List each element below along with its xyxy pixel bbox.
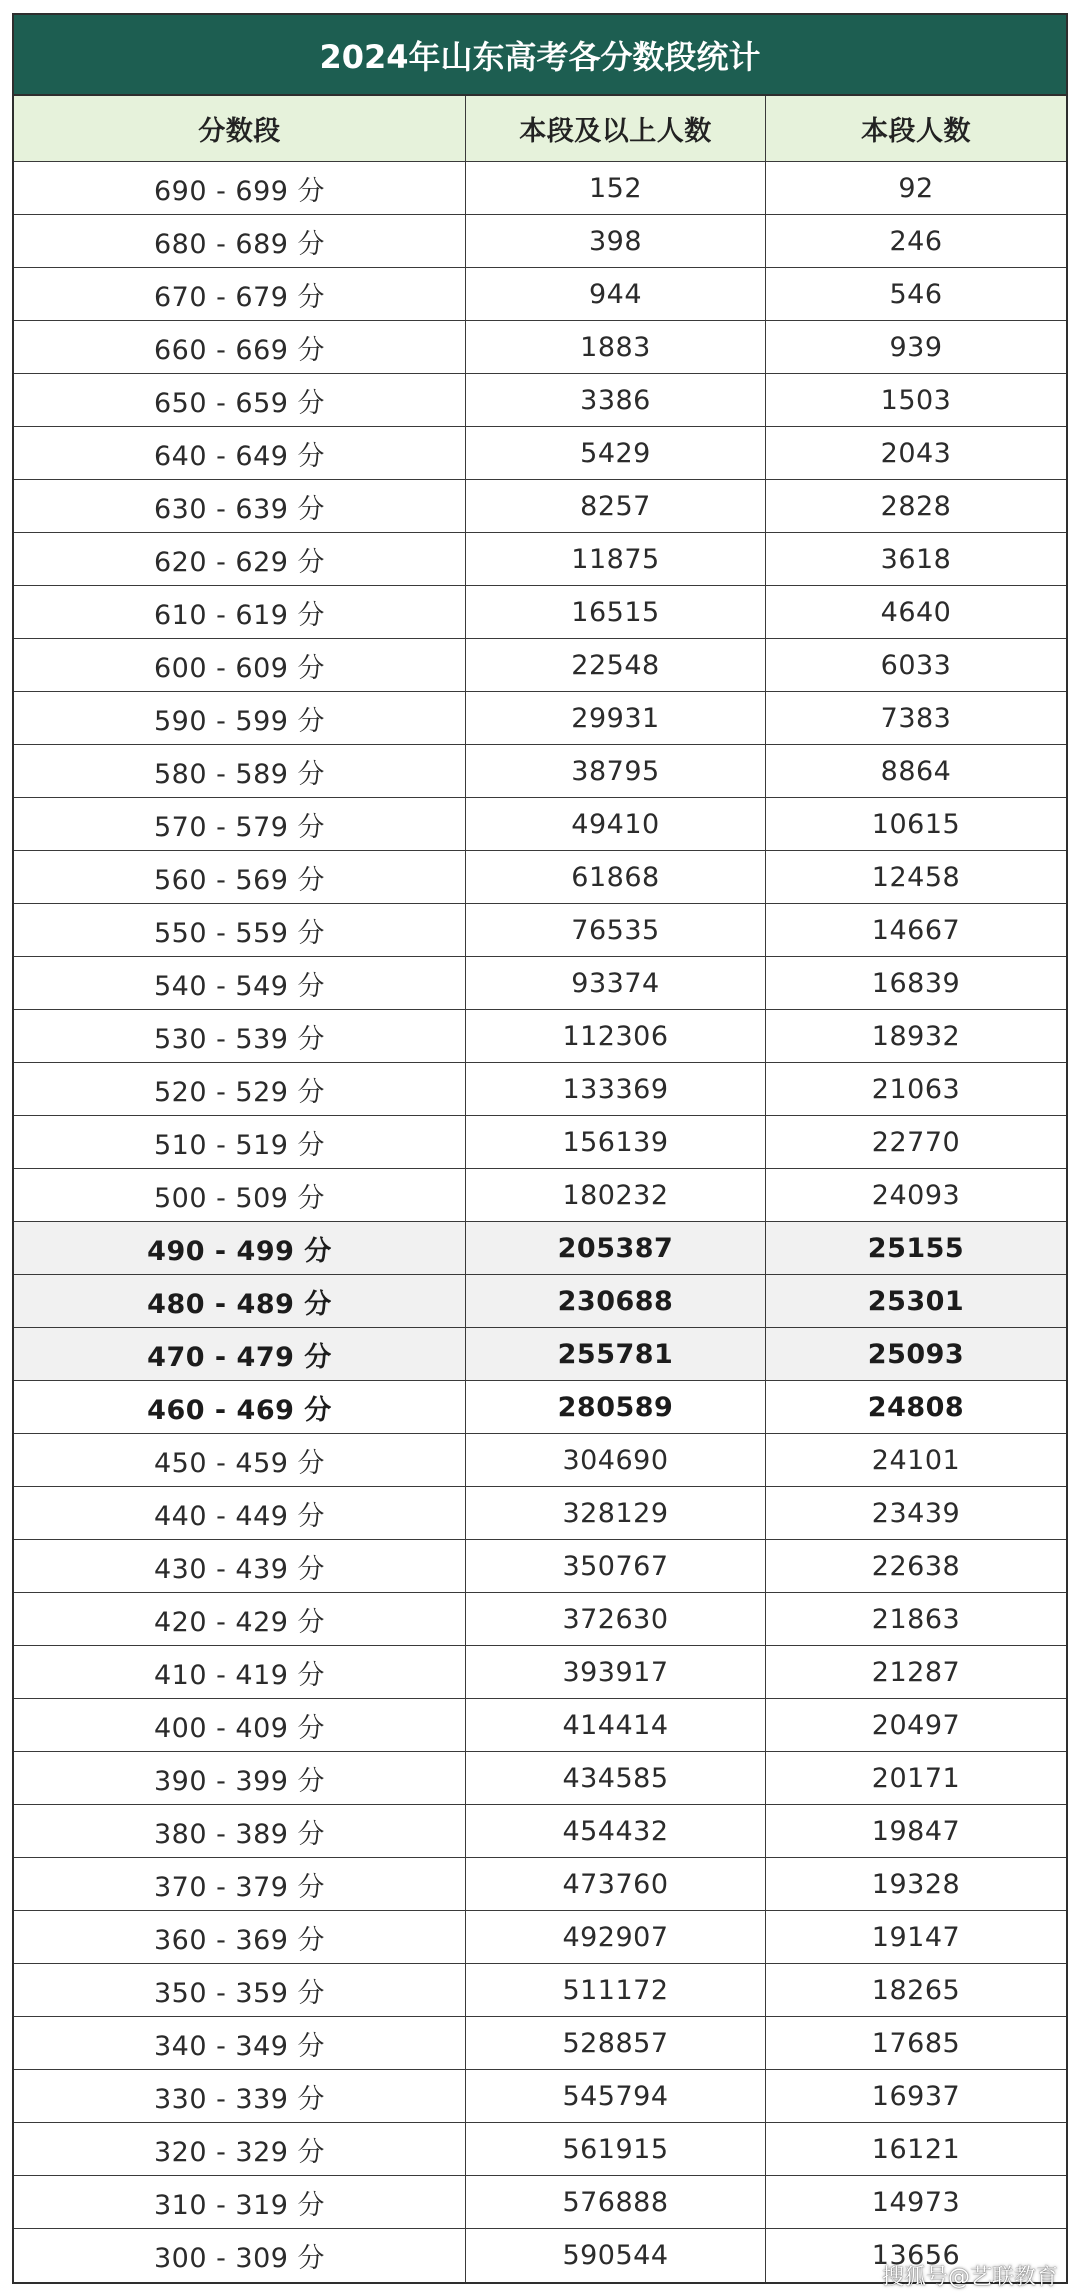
score-range-cell: 510 - 519 分 [14,1116,466,1169]
cumulative-count-cell: 112306 [466,1010,766,1063]
header-score-range: 分数段 [14,96,466,162]
segment-count-cell: 16937 [766,2070,1066,2123]
score-range-cell: 420 - 429 分 [14,1593,466,1646]
cumulative-count-cell: 205387 [466,1222,766,1275]
cumulative-count-cell: 8257 [466,480,766,533]
score-range-cell: 670 - 679 分 [14,268,466,321]
segment-count-cell: 20171 [766,1752,1066,1805]
cumulative-count-cell: 3386 [466,374,766,427]
score-range-cell: 610 - 619 分 [14,586,466,639]
cumulative-count-cell: 61868 [466,851,766,904]
segment-count-cell: 546 [766,268,1066,321]
cumulative-count-cell: 434585 [466,1752,766,1805]
segment-count-cell: 7383 [766,692,1066,745]
cumulative-count-cell: 350767 [466,1540,766,1593]
segment-count-cell: 14667 [766,904,1066,957]
segment-count-cell: 16121 [766,2123,1066,2176]
cumulative-count-cell: 414414 [466,1699,766,1752]
cumulative-count-cell: 492907 [466,1911,766,1964]
cumulative-count-cell: 576888 [466,2176,766,2229]
score-range-cell: 460 - 469 分 [14,1381,466,1434]
score-range-cell: 470 - 479 分 [14,1328,466,1381]
segment-count-cell: 8864 [766,745,1066,798]
cumulative-count-cell: 561915 [466,2123,766,2176]
segment-count-cell: 19328 [766,1858,1066,1911]
table-title: 2024年山东高考各分数段统计 [14,15,1066,96]
cumulative-count-cell: 22548 [466,639,766,692]
score-range-cell: 410 - 419 分 [14,1646,466,1699]
score-range-cell: 490 - 499 分 [14,1222,466,1275]
segment-count-cell: 3618 [766,533,1066,586]
segment-count-cell: 13656 [871,2240,961,2271]
segment-count-cell: 10615 [766,798,1066,851]
segment-count-cell: 1503 [766,374,1066,427]
score-range-cell: 450 - 459 分 [14,1434,466,1487]
score-range-cell: 320 - 329 分 [14,2123,466,2176]
segment-count-cell: 92 [766,162,1066,215]
segment-count-cell: 25301 [766,1275,1066,1328]
cumulative-count-cell: 29931 [466,692,766,745]
segment-count-cell: 18265 [766,1964,1066,2017]
cumulative-count-cell: 398 [466,215,766,268]
score-range-cell: 400 - 409 分 [14,1699,466,1752]
segment-count-cell: 21063 [766,1063,1066,1116]
score-range-cell: 380 - 389 分 [14,1805,466,1858]
segment-count-cell: 24093 [766,1169,1066,1222]
segment-count-cell: 4640 [766,586,1066,639]
segment-count-cell: 2828 [766,480,1066,533]
cumulative-count-cell: 304690 [466,1434,766,1487]
cumulative-count-cell: 372630 [466,1593,766,1646]
cumulative-count-cell: 76535 [466,904,766,957]
segment-count-cell: 23439 [766,1487,1066,1540]
cumulative-count-cell: 156139 [466,1116,766,1169]
cumulative-count-cell: 180232 [466,1169,766,1222]
score-range-cell: 570 - 579 分 [14,798,466,851]
score-range-cell: 650 - 659 分 [14,374,466,427]
score-range-cell: 390 - 399 分 [14,1752,466,1805]
score-range-cell: 550 - 559 分 [14,904,466,957]
score-range-cell: 360 - 369 分 [14,1911,466,1964]
cumulative-count-cell: 1883 [466,321,766,374]
score-range-cell: 690 - 699 分 [14,162,466,215]
cumulative-count-cell: 5429 [466,427,766,480]
watermark-text: 搜狐号@艺联教育 [881,2265,1058,2290]
segment-count-cell: 20497 [766,1699,1066,1752]
score-range-cell: 640 - 649 分 [14,427,466,480]
score-range-cell: 500 - 509 分 [14,1169,466,1222]
segment-count-cell: 6033 [766,639,1066,692]
segment-count-cell: 14973 [766,2176,1066,2229]
cumulative-count-cell: 230688 [466,1275,766,1328]
score-range-cell: 590 - 599 分 [14,692,466,745]
cumulative-count-cell: 133369 [466,1063,766,1116]
score-range-cell: 310 - 319 分 [14,2176,466,2229]
score-range-cell: 430 - 439 分 [14,1540,466,1593]
cumulative-count-cell: 38795 [466,745,766,798]
segment-count-cell: 12458 [766,851,1066,904]
cumulative-count-cell: 152 [466,162,766,215]
score-range-cell: 630 - 639 分 [14,480,466,533]
segment-count-cell: 24101 [766,1434,1066,1487]
score-range-cell: 350 - 359 分 [14,1964,466,2017]
cumulative-count-cell: 16515 [466,586,766,639]
score-range-cell: 680 - 689 分 [14,215,466,268]
score-range-cell: 340 - 349 分 [14,2017,466,2070]
cumulative-count-cell: 255781 [466,1328,766,1381]
segment-count-cell: 17685 [766,2017,1066,2070]
header-segment-count: 本段人数 [766,96,1066,162]
score-range-cell: 440 - 449 分 [14,1487,466,1540]
cumulative-count-cell: 49410 [466,798,766,851]
cumulative-count-cell: 328129 [466,1487,766,1540]
score-range-cell: 580 - 589 分 [14,745,466,798]
cumulative-count-cell: 944 [466,268,766,321]
segment-count-cell: 25093 [766,1328,1066,1381]
score-range-cell: 480 - 489 分 [14,1275,466,1328]
header-cumulative-count: 本段及以上人数 [466,96,766,162]
score-range-cell: 370 - 379 分 [14,1858,466,1911]
cumulative-count-cell: 93374 [466,957,766,1010]
table-grid [14,96,1066,2282]
segment-count-cell: 21863 [766,1593,1066,1646]
score-range-cell: 300 - 309 分 [14,2229,466,2282]
score-range-cell: 530 - 539 分 [14,1010,466,1063]
cumulative-count-cell: 528857 [466,2017,766,2070]
segment-count-cell: 246 [766,215,1066,268]
cumulative-count-cell: 511172 [466,1964,766,2017]
score-range-cell: 520 - 529 分 [14,1063,466,1116]
segment-count-cell: 22638 [766,1540,1066,1593]
segment-count-cell: 19847 [766,1805,1066,1858]
segment-count-cell: 16839 [766,957,1066,1010]
score-range-cell: 620 - 629 分 [14,533,466,586]
score-range-cell: 560 - 569 分 [14,851,466,904]
cumulative-count-cell: 454432 [466,1805,766,1858]
score-range-cell: 600 - 609 分 [14,639,466,692]
cumulative-count-cell: 590544 [466,2229,766,2282]
segment-count-cell: 939 [766,321,1066,374]
segment-count-cell: 21287 [766,1646,1066,1699]
segment-count-cell: 22770 [766,1116,1066,1169]
cumulative-count-cell: 393917 [466,1646,766,1699]
score-range-cell: 540 - 549 分 [14,957,466,1010]
cumulative-count-cell: 473760 [466,1858,766,1911]
cumulative-count-cell: 11875 [466,533,766,586]
score-range-cell: 660 - 669 分 [14,321,466,374]
score-range-cell: 330 - 339 分 [14,2070,466,2123]
segment-count-cell: 25155 [766,1222,1066,1275]
segment-count-cell: 18932 [766,1010,1066,1063]
segment-count-cell: 24808 [766,1381,1066,1434]
segment-count-cell: 2043 [766,427,1066,480]
cumulative-count-cell: 280589 [466,1381,766,1434]
score-distribution-table [12,13,1068,2284]
segment-count-cell: 19147 [766,1911,1066,1964]
cumulative-count-cell: 545794 [466,2070,766,2123]
